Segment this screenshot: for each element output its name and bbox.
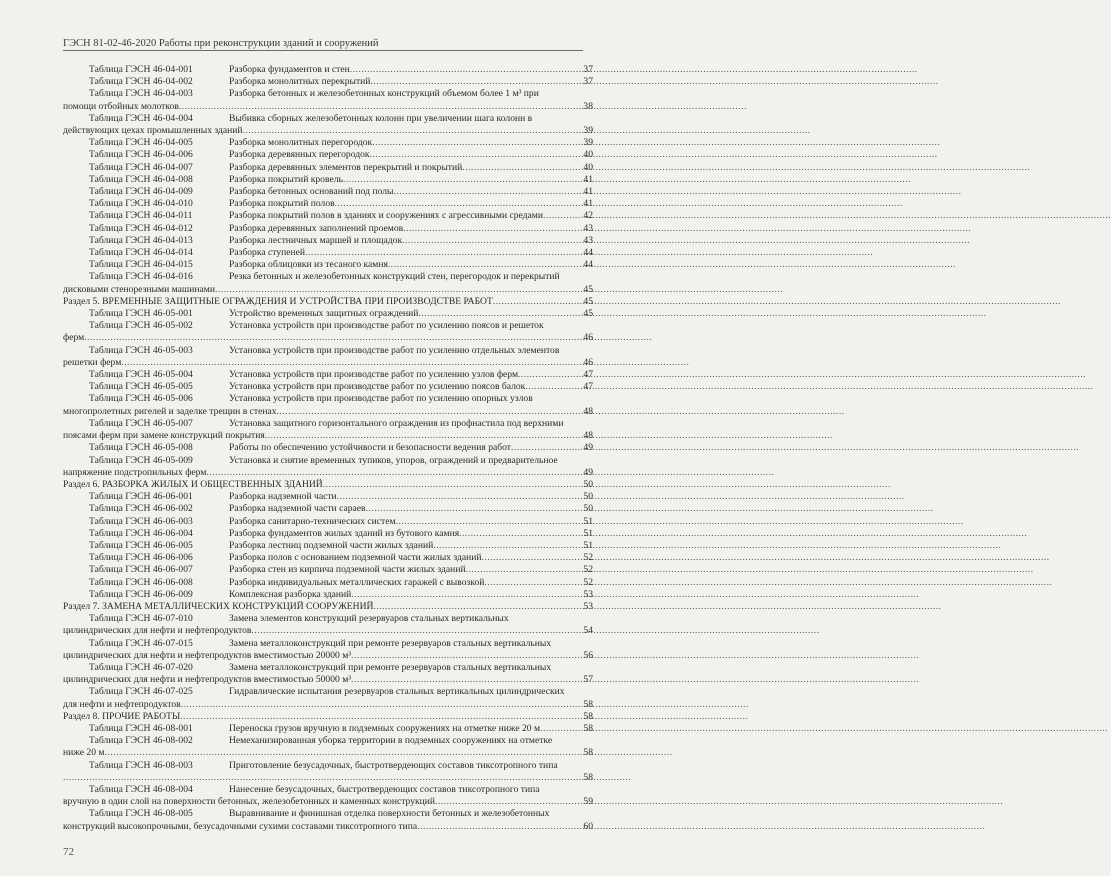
leader-dots (525, 381, 578, 393)
entry-title: Раздел 8. ПРОЧИЕ РАБОТЫ (63, 710, 181, 722)
entry-title: помощи отбойных молотков (63, 100, 179, 112)
table-code: Таблица ГЭСН 46-05-002 (89, 320, 193, 332)
entry-title: Разборка покрытий полов в зданиях и сооружениях с агрессивными средами (229, 210, 544, 222)
entry-page-number: 44 (583, 259, 593, 271)
entry-page-number: 45 (583, 295, 593, 307)
toc-table-entry (63, 723, 593, 735)
leader-dots (403, 223, 578, 235)
entry-title: Разборка надземной части сараев (229, 503, 366, 515)
entry-title: Замена элементов конструкций резервуаров стальных вертикальных (229, 613, 509, 625)
entry-page-number: 43 (583, 222, 593, 234)
table-code: Таблица ГЭСН 46-06-005 (89, 539, 193, 551)
toc-table-entry (63, 735, 593, 759)
leader-dots (462, 162, 578, 174)
entry-page-number: 40 (583, 149, 593, 161)
entry-title: Нанесение безусадочных, быстротвердеющих составов тиксотропного типа (229, 783, 540, 795)
table-code: Таблица ГЭСН 46-06-006 (89, 552, 193, 564)
toc-table-entry (63, 540, 593, 552)
table-code: Таблица ГЭСН 46-05-001 (89, 308, 193, 320)
table-code: Таблица ГЭСН 46-04-012 (89, 222, 193, 234)
toc-table-entry (63, 88, 593, 112)
entry-title: напряжение подстропильных ферм (63, 466, 207, 478)
leader-dots (396, 516, 578, 528)
entry-page-number: 42 (583, 210, 593, 222)
table-code: Таблица ГЭСН 46-04-015 (89, 259, 193, 271)
entry-page-number: 58 (583, 722, 593, 734)
entry-title: Установка устройств при производстве работ по усилению опорных узлов (229, 393, 533, 405)
entry-title: Разборка деревянных перегородок (229, 149, 370, 161)
entry-page-number: 43 (583, 234, 593, 246)
entry-page-number: 41 (583, 198, 593, 210)
entry-title: Установка устройств при производстве работ по усилению узлов ферм (229, 369, 519, 381)
toc-table-entry (63, 564, 593, 576)
leader-dots (337, 491, 578, 503)
entry-title: Установка и снятие временных тупиков, упоров, ограждений и предварительное (229, 454, 558, 466)
toc-table-entry (63, 186, 593, 198)
entry-title: Разборка монолитных перегородок (229, 137, 373, 149)
entry-page-number: 54 (583, 625, 593, 637)
table-code: Таблица ГЭСН 46-04-002 (89, 76, 193, 88)
toc-table-entry (63, 369, 593, 381)
leader-dots (418, 308, 578, 320)
table-of-contents (63, 64, 593, 833)
entry-page-number: 59 (583, 796, 593, 808)
entry-page-number: 48 (583, 405, 593, 417)
entry-page-number: 46 (583, 356, 593, 368)
toc-section-entry (63, 711, 593, 723)
entry-page-number: 53 (583, 600, 593, 612)
leader-dots (277, 406, 578, 418)
entry-page-number: 39 (583, 125, 593, 137)
entry-page-number: 58 (583, 771, 593, 783)
entry-page-number: 41 (583, 173, 593, 185)
leader-dots (243, 125, 578, 137)
entry-page-number: 58 (583, 747, 593, 759)
entry-page-number: 50 (583, 503, 593, 515)
table-code: Таблица ГЭСН 46-05-009 (89, 454, 193, 466)
toc-section-entry (63, 479, 593, 491)
entry-title: вручную в один слой на поверхности бетонных, железобетонных и каменных конструкций (63, 796, 436, 808)
table-code: Таблица ГЭСН 46-04-008 (89, 173, 193, 185)
entry-page-number: 40 (583, 161, 593, 173)
leader-dots (350, 64, 578, 76)
entry-title: Разборка покрытий кровель (229, 173, 343, 185)
toc-table-entry (63, 613, 593, 637)
entry-title: для нефти и нефтепродуктов (63, 698, 181, 710)
entry-title: Замена металлоконструкций при ремонте резервуаров стальных вертикальных (229, 637, 552, 649)
toc-table-entry (63, 577, 593, 589)
leader-dots (543, 210, 578, 222)
table-code: Таблица ГЭСН 46-04-004 (89, 112, 193, 124)
entry-title: цилиндрических для нефти и нефтепродуктов (63, 625, 252, 637)
toc-table-entry (63, 784, 593, 808)
entry-title: ферм (63, 332, 85, 344)
table-code: Таблица ГЭСН 46-07-010 (89, 613, 193, 625)
table-code: Таблица ГЭСН 46-04-005 (89, 137, 193, 149)
entry-title: конструкций высокопрочными, безусадочными сухими составами тиксотропного типа (63, 820, 418, 832)
table-code: Таблица ГЭСН 46-04-009 (89, 186, 193, 198)
entry-page-number: 51 (583, 515, 593, 527)
table-code: Таблица ГЭСН 46-06-004 (89, 527, 193, 539)
table-code: Таблица ГЭСН 46-05-007 (89, 417, 193, 429)
leader-dots (417, 821, 578, 833)
table-code: Таблица ГЭСН 46-08-005 (89, 808, 193, 820)
entry-title: Разборка бетонных и железобетонных конструкций объемом более 1 м³ при (229, 88, 539, 100)
table-code: Таблица ГЭСН 46-04-010 (89, 198, 193, 210)
entry-page-number: 45 (583, 308, 593, 320)
leader-dots (335, 198, 578, 210)
entry-title: Разборка надземной части (229, 491, 337, 503)
entry-page-number: 60 (583, 820, 593, 832)
entry-title: Раздел 5. ВРЕМЕННЫЕ ЗАЩИТНЫЕ ОГРАЖДЕНИЯ И УСТРОЙСТВА ПРИ ПРОИЗВОДСТВЕ РАБОТ (63, 295, 493, 307)
page-number: 72 (63, 846, 74, 858)
entry-title: Устройство временных защитных ограждений (229, 308, 419, 320)
toc-table-entry (63, 64, 593, 76)
toc-section-entry (63, 296, 593, 308)
leader-dots (388, 259, 578, 271)
leader-dots (435, 796, 578, 808)
entry-page-number: 52 (583, 564, 593, 576)
leader-dots (393, 186, 578, 198)
entry-page-number: 49 (583, 466, 593, 478)
leader-dots (351, 674, 578, 686)
leader-dots (121, 357, 578, 369)
entry-title: Раздел 7. ЗАМЕНА МЕТАЛЛИЧЕСКИХ КОНСТРУКЦИЙ СООРУЖЕНИЙ (63, 600, 374, 612)
entry-title: ниже 20 м (63, 747, 105, 759)
table-code: Таблица ГЭСН 46-05-003 (89, 344, 193, 356)
entry-title: цилиндрических для нефти и нефтепродуктов вместимостью 20000 м³ (63, 649, 352, 661)
table-code: Таблица ГЭСН 46-07-025 (89, 686, 193, 698)
entry-title: Приготовление безусадочных, быстротвердеющих составов тиксотропного типа (229, 759, 558, 771)
table-code: Таблица ГЭСН 46-06-007 (89, 564, 193, 576)
leader-dots (251, 625, 578, 637)
table-code: Таблица ГЭСН 46-05-008 (89, 442, 193, 454)
table-code: Таблица ГЭСН 46-04-016 (89, 271, 193, 283)
leader-dots (370, 149, 578, 161)
entry-title: Установка защитного горизонтального ограждения из профнастила под верхними (229, 417, 564, 429)
entry-title: Комплексная разборка зданий (229, 588, 352, 600)
leader-dots (511, 442, 578, 454)
entry-title: дисковыми стенорезными машинами (63, 283, 215, 295)
entry-page-number: 51 (583, 527, 593, 539)
table-code: Таблица ГЭСН 46-08-004 (89, 783, 193, 795)
toc-table-entry (63, 320, 593, 344)
entry-page-number: 44 (583, 247, 593, 259)
entry-title: Замена металлоконструкций при ремонте резервуаров стальных вертикальных (229, 661, 552, 673)
leader-dots (370, 76, 578, 88)
table-code: Таблица ГЭСН 46-08-003 (89, 759, 193, 771)
leader-dots (84, 332, 578, 344)
leader-dots (433, 540, 578, 552)
table-code: Таблица ГЭСН 46-04-011 (89, 210, 193, 222)
entry-title: Разборка полов с основанием подземной части жилых зданий (229, 552, 482, 564)
toc-section-entry (63, 601, 593, 613)
table-code: Таблица ГЭСН 46-06-008 (89, 576, 193, 588)
leader-dots (540, 723, 578, 735)
toc-table-entry (63, 76, 593, 88)
entry-page-number: 52 (583, 552, 593, 564)
entry-page-number: 50 (583, 478, 593, 490)
table-code: Таблица ГЭСН 46-04-013 (89, 234, 193, 246)
entry-title: Выравнивание и финишная отделка поверхности бетонных и железобетонных (229, 808, 550, 820)
table-code: Таблица ГЭСН 46-04-006 (89, 149, 193, 161)
table-code: Таблица ГЭСН 46-04-007 (89, 161, 193, 173)
leader-dots (518, 369, 578, 381)
entry-title: Разборка деревянных заполнений проемов (229, 222, 404, 234)
table-code: Таблица ГЭСН 46-08-001 (89, 722, 193, 734)
toc-table-entry (63, 198, 593, 210)
leader-dots (351, 650, 578, 662)
entry-page-number: 38 (583, 100, 593, 112)
leader-dots (351, 589, 578, 601)
toc-table-entry (63, 345, 593, 369)
entry-title: Разборка фундаментов и стен (229, 64, 350, 75)
leader-dots (215, 284, 578, 296)
entry-page-number: 58 (583, 698, 593, 710)
table-code: Таблица ГЭСН 46-04-014 (89, 247, 193, 259)
entry-page-number: 46 (583, 332, 593, 344)
toc-table-entry (63, 808, 593, 832)
toc-table-entry (63, 516, 593, 528)
toc-table-entry (63, 491, 593, 503)
toc-table-entry (63, 381, 593, 393)
entry-page-number: 50 (583, 491, 593, 503)
toc-table-entry (63, 503, 593, 515)
entry-title: Разборка монолитных перекрытий (229, 76, 371, 88)
toc-table-entry (63, 259, 593, 271)
toc-table-entry (63, 149, 593, 161)
table-code: Таблица ГЭСН 46-07-020 (89, 661, 193, 673)
entry-title: Разборка ступеней (229, 247, 306, 259)
entry-title: Резка бетонных и железобетонных конструкций стен, перегородок и перекрытий (229, 271, 560, 283)
entry-page-number: 47 (583, 381, 593, 393)
entry-title: Разборка стен из кирпича подземной части жилых зданий (229, 564, 466, 576)
entry-title: действующих цехах промышленных зданий (63, 125, 243, 137)
entry-title: решетки ферм (63, 356, 122, 368)
toc-table-entry (63, 589, 593, 601)
leader-dots (181, 699, 578, 711)
entry-title: Разборка покрытий полов (229, 198, 335, 210)
entry-page-number: 48 (583, 430, 593, 442)
leader-dots (493, 296, 578, 308)
toc-table-entry (63, 638, 593, 662)
table-code: Таблица ГЭСН 46-06-001 (89, 491, 193, 503)
leader-dots (305, 247, 578, 259)
entry-title: Разборка санитарно-технических систем (229, 515, 396, 527)
entry-title: Переноска грузов вручную в подземных сооружениях на отметке ниже 20 м (229, 722, 541, 734)
toc-table-entry (63, 552, 593, 564)
entry-page-number: 41 (583, 186, 593, 198)
entry-page-number: 56 (583, 649, 593, 661)
leader-dots (402, 235, 578, 247)
entry-page-number: 37 (583, 76, 593, 88)
toc-table-entry (63, 247, 593, 259)
toc-table-entry (63, 393, 593, 417)
entry-page-number: 45 (583, 283, 593, 295)
leader-dots (459, 528, 578, 540)
toc-table-entry (63, 137, 593, 149)
leader-dots (343, 174, 578, 186)
toc-table-entry (63, 162, 593, 174)
entry-page-number: 52 (583, 576, 593, 588)
toc-table-entry (63, 455, 593, 479)
entry-page-number: 57 (583, 674, 593, 686)
table-code: Таблица ГЭСН 46-04-001 (89, 64, 193, 75)
entry-title: Гидравлические испытания резервуаров стальных вертикальных цилиндрических (229, 686, 565, 698)
entry-title: Разборка лестниц подземной части жилых зданий (229, 539, 434, 551)
toc-table-entry (63, 308, 593, 320)
table-code: Таблица ГЭСН 46-05-004 (89, 369, 193, 381)
entry-title: Выбивка сборных железобетонных колонн при увеличении шага колонн в (229, 112, 533, 124)
table-code: Таблица ГЭСН 46-07-015 (89, 637, 193, 649)
entry-title: Разборка лестничных маршей и площадок (229, 234, 403, 246)
entry-title: Разборка облицовки из тесаного камня (229, 259, 388, 271)
toc-table-entry (63, 235, 593, 247)
toc-table-entry (63, 271, 593, 295)
toc-table-entry (63, 418, 593, 442)
entry-title: цилиндрических для нефти и нефтепродуктов вместимостью 50000 м³ (63, 674, 352, 686)
toc-table-entry (63, 760, 593, 784)
toc-table-entry (63, 686, 593, 710)
table-code: Таблица ГЭСН 46-06-009 (89, 588, 193, 600)
leader-dots (180, 711, 578, 723)
entry-title: многопролетных ригелей и заделке трещин в стенах (63, 405, 277, 417)
leader-dots (63, 772, 578, 784)
entry-page-number: 39 (583, 137, 593, 149)
entry-title: Разборка деревянных элементов перекрытий и покрытий (229, 161, 463, 173)
toc-table-entry (63, 174, 593, 186)
entry-title: поясами ферм при замене конструкций покрытия (63, 430, 265, 442)
entry-title: Работы по обеспечению устойчивости и безопасности ведения работ (229, 442, 512, 454)
entry-title: Разборка индивидуальных металлических гаражей с вывозкой (229, 576, 485, 588)
table-code: Таблица ГЭСН 46-08-002 (89, 735, 193, 747)
entry-title: Раздел 6. РАЗБОРКА ЖИЛЫХ И ОБЩЕСТВЕННЫХ ЗДАНИЙ (63, 478, 323, 490)
leader-dots (366, 503, 578, 515)
entry-page-number: 47 (583, 369, 593, 381)
entry-title: Разборка фундаментов жилых зданий из бутового камня (229, 527, 460, 539)
leader-dots (265, 430, 578, 442)
toc-table-entry (63, 662, 593, 686)
toc-table-entry (63, 210, 593, 222)
leader-dots (466, 564, 578, 576)
entry-page-number: 49 (583, 442, 593, 454)
entry-title: Разборка бетонных оснований под полы (229, 186, 394, 198)
entry-page-number: 53 (583, 588, 593, 600)
table-code: Таблица ГЭСН 46-05-005 (89, 381, 193, 393)
toc-table-entry (63, 223, 593, 235)
entry-page-number: 37 (583, 64, 593, 75)
entry-title: Установка устройств при производстве работ по усилению поясов балок (229, 381, 526, 393)
entry-page-number: 51 (583, 539, 593, 551)
toc-table-entry (63, 442, 593, 454)
running-header: ГЭСН 81-02-46-2020 Работы при реконструкции зданий и сооружений (63, 38, 583, 51)
leader-dots (206, 467, 578, 479)
toc-table-entry (63, 528, 593, 540)
leader-dots (373, 601, 578, 613)
entry-title: Установка устройств при производстве работ по усилению поясов и решеток (229, 320, 544, 332)
table-code: Таблица ГЭСН 46-06-002 (89, 503, 193, 515)
leader-dots (372, 137, 578, 149)
table-code: Таблица ГЭСН 46-05-006 (89, 393, 193, 405)
entry-page-number: 58 (583, 710, 593, 722)
leader-dots (482, 552, 578, 564)
table-code: Таблица ГЭСН 46-04-003 (89, 88, 193, 100)
leader-dots (484, 577, 578, 589)
leader-dots (179, 101, 578, 113)
table-code: Таблица ГЭСН 46-06-003 (89, 515, 193, 527)
leader-dots (105, 747, 579, 759)
leader-dots (323, 479, 578, 491)
entry-title: Немеханизированная уборка территории в подземных сооружениях на отметке (229, 735, 553, 747)
entry-title: Установка устройств при производстве работ по усилению отдельных элементов (229, 344, 560, 356)
toc-table-entry (63, 113, 593, 137)
